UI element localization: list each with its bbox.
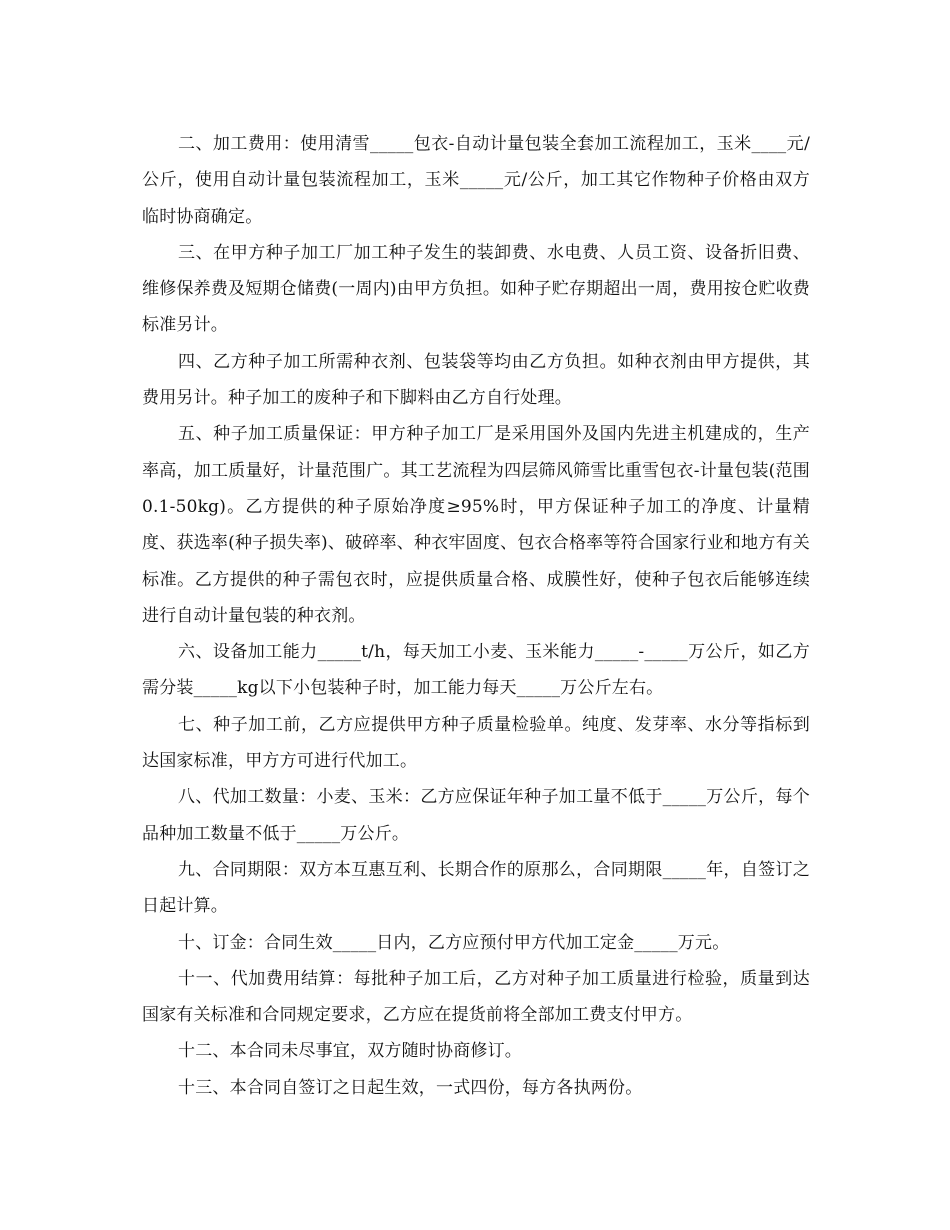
clause-6-capacity: 六、设备加工能力_____t/h，每天加工小麦、玉米能力_____-_____万公斤，如乙方需分装_____kg以下小包装种子时，加工能力每天_____万公斤左右。 [142,642,810,699]
clause-8-quantity: 八、代加工数量：小麦、玉米：乙方应保证年种子加工量不低于_____万公斤，每个品种加工数量不低于_____万公斤。 [142,787,810,844]
contract-body [142,126,810,1106]
clause-4-materials: 四、乙方种子加工所需种衣剂、包装袋等均由乙方负担。如种衣剂由甲方提供，其费用另计。种子加工的废种子和下脚料由乙方自行处理。 [142,351,810,409]
clause-9-term: 九、合同期限：双方本互惠互利、长期合作的原那么，合同期限_____年，自签订之日起计算。 [142,859,810,917]
clause-13-effect: 十三、本合同自签订之日起生效，一式四份，每方各执两份。 [178,1077,643,1098]
clause-3-cost-burden: 三、在甲方种子加工厂加工种子发生的装卸费、水电费、人员工资、设备折旧费、维修保养费及短期仓储费(一周内)由甲方负担。如种子贮存期超出一周，费用按仓贮收费标准另计。 [142,242,810,336]
clause-7-inspection: 七、种子加工前，乙方应提供甲方种子质量检验单。纯度、发芽率、水分等指标到达国家标准，甲方方可进行代加工。 [142,714,810,772]
clause-10-deposit: 十、订金：合同生效_____日内，乙方应预付甲方代加工定金_____万元。 [178,932,730,953]
clause-11-settlement: 十一、代加费用结算：每批种子加工后，乙方对种子加工质量进行检验，质量到达国家有关标准和合同规定要求，乙方应在提货前将全部加工费支付甲方。 [142,968,810,1026]
clause-5-quality-guarantee: 五、种子加工质量保证：甲方种子加工厂是采用国外及国内先进主机建成的，生产率高，加工质量好，计量范围广。其工艺流程为四层筛风筛雪比重雪包衣-计量包装(范围0.1-50kg)。乙方提供的种子原始净度≥95%时，甲方保证种子加工的净度、计量精度、获选率(种子损失率)、破碎率、种衣牢固度、包衣合格率等符合国家行业和地方有关标准。乙方提供的种子需包衣时，应提供质量合格、成膜性好，使种子包衣后能够连续进行自动计量包装的种衣剂。 [142,424,810,626]
clause-12-amendments: 十二、本合同未尽事宜，双方随时协商修订。 [178,1041,522,1062]
clause-2-processing-fee: 二、加工费用：使用清雪_____包衣-自动计量包装全套加工流程加工，玉米____元/公斤，使用自动计量包装流程加工，玉米_____元/公斤，加工其它作物种子价格由双方临时协商确定。 [142,134,810,227]
